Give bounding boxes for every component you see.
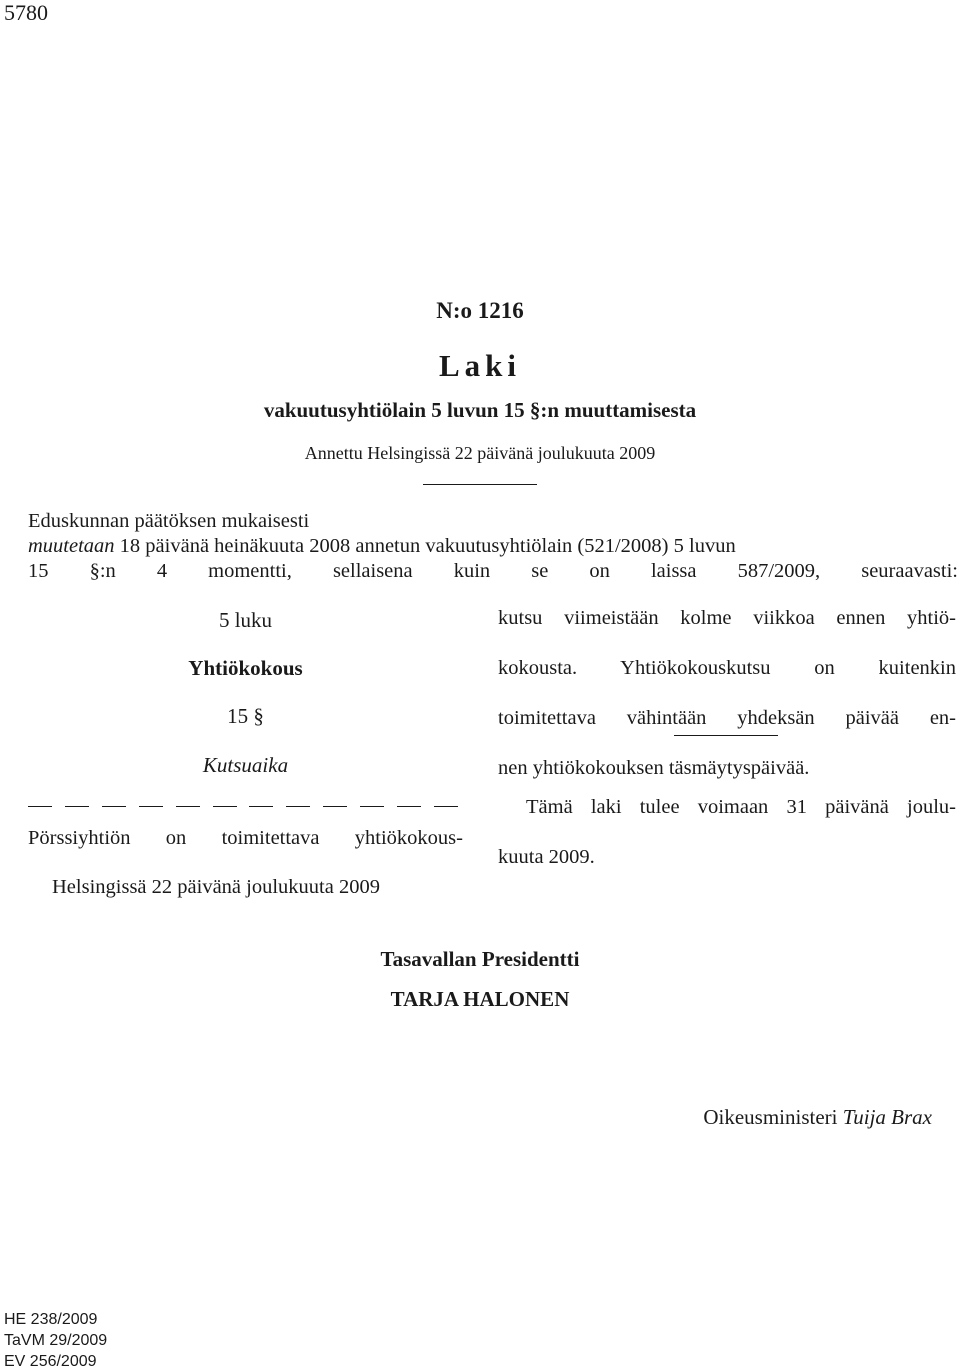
- omission-dashes: [28, 806, 458, 807]
- law-title: Laki: [438, 348, 522, 383]
- section-text-start: Pörssiyhtiön on toimitettava yhtiökokous-: [28, 827, 463, 849]
- preamble-line-2: [28, 534, 958, 559]
- given-date: Annettu Helsingissä 22 päivänä joulukuuta 2009: [304, 443, 656, 463]
- preamble-line-2-rest: 18 päivänä heinäkuuta 2008 annetun vakuutusyhtiölain (521/2008) 5 luvun: [114, 535, 736, 557]
- section-text-line: kutsu viimeistään kolme viikkoa ennen yhtiö-: [498, 607, 956, 629]
- law-subtitle: vakuutusyhtiölain 5 luvun 15 §:n muuttamisesta: [263, 398, 697, 422]
- reference-item: EV 256/2009: [4, 1353, 97, 1370]
- minister-name: Tuija Brax: [842, 1105, 932, 1129]
- page-number: 5780: [4, 0, 48, 25]
- section-text-line: toimitettava vähintään yhdeksän päivää en-: [498, 707, 956, 729]
- entry-into-force-line: Tämä laki tulee voimaan 31 päivänä joulu-: [526, 796, 956, 818]
- preamble: [28, 509, 958, 609]
- president-name: TARJA HALONEN: [390, 987, 570, 1011]
- law-number: N:o 1216: [436, 298, 524, 323]
- entry-into-force-line: kuuta 2009.: [498, 846, 595, 868]
- divider-rule: [423, 484, 537, 485]
- signed-place-date: Helsingissä 22 päivänä joulukuuta 2009: [52, 876, 380, 898]
- section-text-line: kokousta. Yhtiökokouskutsu on kuitenkin: [498, 657, 956, 679]
- preamble-line-3: 15 §:n 4 momentti, sellaisena kuin se on laissa 587/2009, seuraavasti:: [28, 560, 958, 582]
- entry-into-force: [498, 795, 956, 870]
- section-text-line: nen yhtiökokouksen täsmäytyspäivää.: [498, 757, 810, 779]
- preamble-line-1: Eduskunnan päätöksen mukaisesti: [28, 510, 310, 532]
- section-heading: Kutsuaika: [202, 753, 289, 777]
- reference-item: HE 238/2009: [4, 1311, 98, 1328]
- divider-rule: [674, 735, 778, 736]
- chapter-number: 5 luku: [218, 608, 273, 632]
- references: [4, 1309, 107, 1372]
- president-title: Tasavallan Presidentti: [380, 947, 580, 971]
- chapter-heading: Yhtiökokous: [188, 656, 303, 680]
- section-number: 15 §: [227, 704, 264, 728]
- reference-item: TaVM 29/2009: [4, 1332, 108, 1349]
- minister-signature: [703, 1105, 932, 1130]
- section-text-continued: [498, 606, 956, 781]
- minister-title: Oikeusministeri: [703, 1105, 838, 1129]
- amendment-verb: muutetaan: [28, 535, 115, 557]
